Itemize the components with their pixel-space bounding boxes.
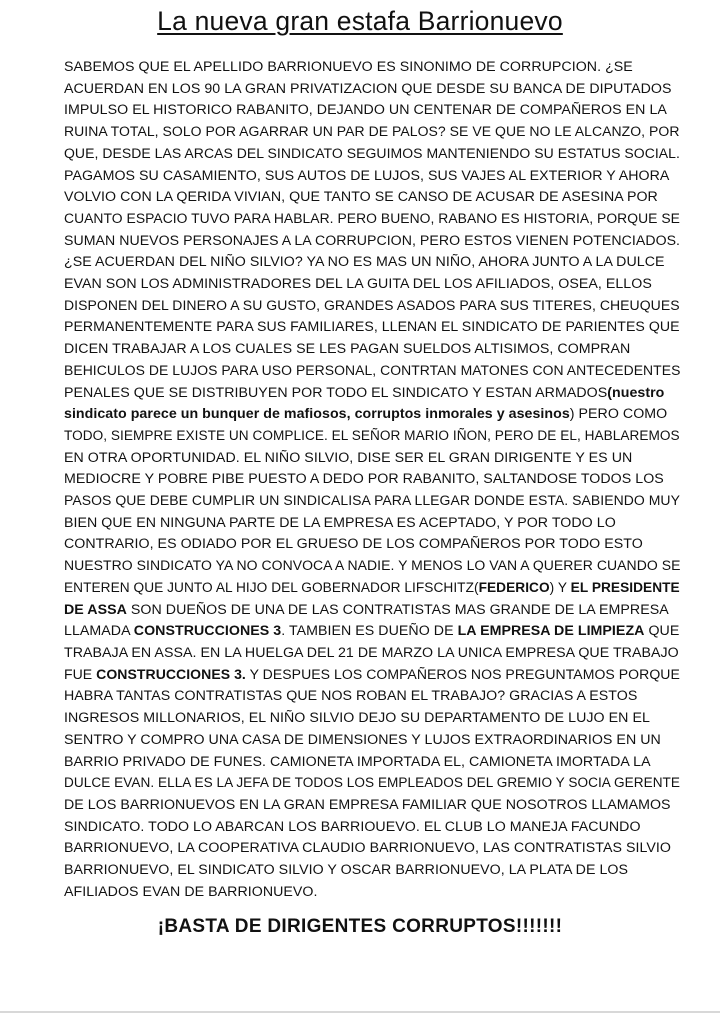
body-text-run: ¿SE ACUERDAN DEL NIÑO SILVIO? YA NO ES MAS UN NIÑO, AHORA JUNTO A LA DULCE: [64, 254, 665, 271]
body-text-run: DISPONEN DEL DINERO A SU GUSTO, GRANDES ASADOS PARA SUS TITERES, CHEUQUES: [64, 297, 680, 314]
body-line: [64, 817, 680, 839]
body-line: [64, 252, 680, 274]
body-text-run: TRABAJA EN ASSA. EN LA HUELGA DEL 21 DE MARZO LA UNICA EMPRESA QUE TRABAJO: [64, 644, 679, 661]
body-text-run: ) PERO COMO: [569, 406, 668, 423]
body-text-run: MEDIOCRE Y POBRE PIBE PUESTO A DEDO POR RABANITO, SALTANDOSE TODOS LOS: [64, 471, 664, 488]
bold-text: EL PRESIDENTE: [570, 579, 680, 596]
body-line: [64, 339, 680, 361]
body-line: [64, 469, 680, 491]
body-line: [64, 79, 680, 101]
body-line: [64, 534, 680, 556]
body-text-run: Y DESPUES LOS COMPAÑEROS NOS PREGUNTAMOS PORQUE: [245, 666, 680, 683]
body-line: [64, 166, 680, 188]
body-text-run: QUE, DESDE LAS ARCAS DEL SINDICATO SEGUIMOS MANTENIENDO SU ESTATUS SOCIAL.: [64, 145, 680, 162]
body-line: [64, 752, 680, 774]
body-text-run: SUMAN NUEVOS PERSONAJES A LA CORRUPCION, PERO ESTOS VIENEN POTENCIADOS.: [64, 232, 681, 249]
body-line: [64, 665, 680, 687]
bold-text: (nuestro: [607, 384, 665, 401]
body-line: [64, 860, 680, 882]
bold-text: sindicato parece un bunquer de mafiosos, corruptos inmorales y asesinos: [64, 406, 570, 423]
body-text-run: SINDICATO. TODO LO ABARCAN LOS BARRIOUEVO. EL CLUB LO MANEJA FACUNDO: [64, 818, 641, 835]
body-text-run: TODO, SIEMPRE EXISTE UN COMPLICE. EL SEÑOR MARIO IÑON, PERO DE EL, HABLAREMOS: [64, 427, 680, 444]
body-text-run: PERMANENTEMENTE PARA SUS FAMILIARES, LLENAN EL SINDICATO DE PARIENTES QUE: [64, 319, 680, 336]
body-line: [64, 513, 680, 535]
body-text-run: NUESTRO SINDICATO YA NO CONVOCA A NADIE. Y MENOS LO VAN A QUERER CUANDO SE: [64, 558, 681, 575]
body-line: [64, 600, 680, 622]
body-text-run: FUE: [64, 666, 97, 683]
body-line: [64, 773, 681, 795]
body-text-run: SABEMOS QUE EL APELLIDO BARRIONUEVO ES SINONIMO DE CORRUPCION. ¿SE: [64, 59, 633, 75]
bold-text: CONSTRUCCIONES 3: [133, 623, 282, 640]
body-line: [64, 882, 680, 904]
document-title: La nueva gran estafa Barrionuevo: [157, 6, 563, 36]
body-line: [64, 209, 680, 231]
body-line: [64, 578, 680, 600]
body-text-run: BEHICULOS DE LUJOS PARA USO PERSONAL, CONTRTAN MATONES CON ANTECEDENTES: [64, 362, 681, 379]
body-text-run: PASOS QUE DEBE CUMPLIR UN SINDICALISA PARA LLEGAR DONDE ESTA. SABIENDO MUY: [64, 493, 680, 510]
bold-text: CONSTRUCCIONES 3.: [96, 666, 246, 683]
body-text-run: DICEN TRABAJAR A LOS CUALES SE LES PAGAN SUELDOS ALTISIMOS, COMPRAN: [64, 341, 631, 358]
body-text-run: AFILIADOS EVAN DE BARRIONUEVO.: [64, 883, 318, 900]
body-line: [64, 621, 680, 643]
bold-text: DE ASSA: [64, 601, 127, 618]
body-line: [64, 296, 680, 318]
body-line: [64, 556, 681, 578]
body-text-run: EVAN SON LOS ADMINISTRADORES DEL LA GUITA DEL LOS AFILIADOS, OSEA, ELLOS: [64, 276, 652, 293]
body-text-run: QUE: [644, 623, 680, 640]
body-text-run: SENTRO Y COMPRO UNA CASA DE DIMENSIONES Y LUJOS EXTRAORDINARIOS EN UN: [64, 731, 661, 748]
body-text-run: DE LOS BARRIONUEVOS EN LA GRAN EMPRESA FAMILIAR QUE NOSOTROS LLAMAMOS: [64, 796, 671, 813]
closing-slogan: ¡BASTA DE DIRIGENTES CORRUPTOS!!!!!!!: [157, 916, 563, 937]
body-line: [64, 795, 680, 817]
body-line: [64, 730, 680, 752]
body-text-run: LLAMADA: [64, 623, 134, 640]
body-text-run: CONTRARIO, ES ODIADO POR EL GRUESO DE LOS COMPAÑEROS POR TODO ESTO: [64, 536, 643, 553]
body-text-run: ACUERDAN EN LOS 90 LA GRAN PRIVATIZACION QUE DESDE SU BANCA DE DIPUTADOS: [64, 80, 672, 97]
bold-text: FEDERICO: [478, 579, 550, 596]
body-text-run: PENALES QUE SE DISTRIBUYEN POR TODO EL SINDICATO Y ESTAN ARMADOS: [64, 384, 608, 401]
body-text-run: RUINA TOTAL, SOLO POR AGARRAR UN PAR DE PALOS? SE VE QUE NO LE ALCANZO, POR: [64, 124, 680, 141]
body-line: [64, 100, 680, 122]
body-text-run: VOLVIO CON LA QERIDA VIVIAN, QUE TANTO SE CANSO DE ACUSAR DE ASESINA POR: [64, 189, 658, 206]
body-line: [64, 838, 680, 860]
body-line: [64, 231, 681, 253]
body-text-run: BARRIONUEVO, LA COOPERATIVA CLAUDIO BARRIONUEVO, LAS CONTRATISTAS SILVIO: [64, 840, 671, 857]
body-text-run: BIEN QUE EN NINGUNA PARTE DE LA EMPRESA ES ACEPTADO, Y POR TODO LO: [64, 514, 616, 531]
body-text-run: BARRIO PRIVADO DE FUNES. CAMIONETA IMPORTADA EL, CAMIONETA IMORTADA LA: [64, 753, 651, 770]
body-text-run: ENTEREN QUE JUNTO AL HIJO DEL GOBERNADOR LIFSCHITZ(: [64, 579, 479, 596]
bold-text: LA EMPRESA DE LIMPIEZA: [457, 623, 645, 640]
body-text-run: CUANTO ESPACIO TUVO PARA HABLAR. PERO BUENO, RABANO ES HISTORIA, PORQUE SE: [64, 210, 680, 227]
body-text-run: . TAMBIEN ES DUEÑO DE: [281, 623, 458, 640]
body-line: [64, 426, 680, 448]
body-text-run: DULCE EVAN. ELLA ES LA JEFA DE TODOS LOS EMPLEADOS DEL GREMIO Y SOCIA GERENTE: [64, 775, 681, 792]
body-line: [64, 404, 680, 426]
body-text-run: BARRIONUEVO, EL SINDICATO SILVIO Y OSCAR BARRIONUEVO, LA PLATA DE LOS: [64, 862, 629, 879]
body-text-run: EN OTRA OPORTUNIDAD. EL NIÑO SILVIO, DISE SER EL GRAN DIRIGENTE Y ES UN: [64, 449, 633, 466]
body-line: [64, 686, 680, 708]
body-text-run: INGRESOS MILLONARIOS, EL NIÑO SILVIO DEJO SU DEPARTAMENTO DE LUJO EN EL: [64, 710, 650, 727]
body-line: [64, 122, 680, 144]
body-line: [64, 144, 680, 166]
document-body: [64, 57, 680, 903]
body-line: [64, 448, 680, 470]
body-line: [64, 187, 680, 209]
body-line: [64, 708, 680, 730]
body-line: [64, 491, 680, 513]
body-line: [64, 383, 680, 405]
body-text-run: PAGAMOS SU CASAMIENTO, SUS AUTOS DE LUJOS, SUS VAJES AL EXTERIOR Y AHORA: [64, 167, 670, 184]
body-line: [64, 643, 680, 665]
body-line: [64, 57, 680, 79]
body-line: [64, 317, 680, 339]
body-text-run: IMPULSO EL HISTORICO RABANITO, DEJANDO UN CENTENAR DE COMPAÑEROS EN LA: [64, 102, 667, 119]
body-text-run: ) Y: [549, 579, 571, 596]
body-line: [64, 361, 681, 383]
body-line: [64, 274, 680, 296]
body-text-run: HABRA TANTAS CONTRATISTAS QUE NOS ROBAN EL TRABAJO? GRACIAS A ESTOS: [64, 688, 638, 705]
body-text-run: SON DUEÑOS DE UNA DE LAS CONTRATISTAS MAS GRANDE DE LA EMPRESA: [126, 601, 669, 618]
